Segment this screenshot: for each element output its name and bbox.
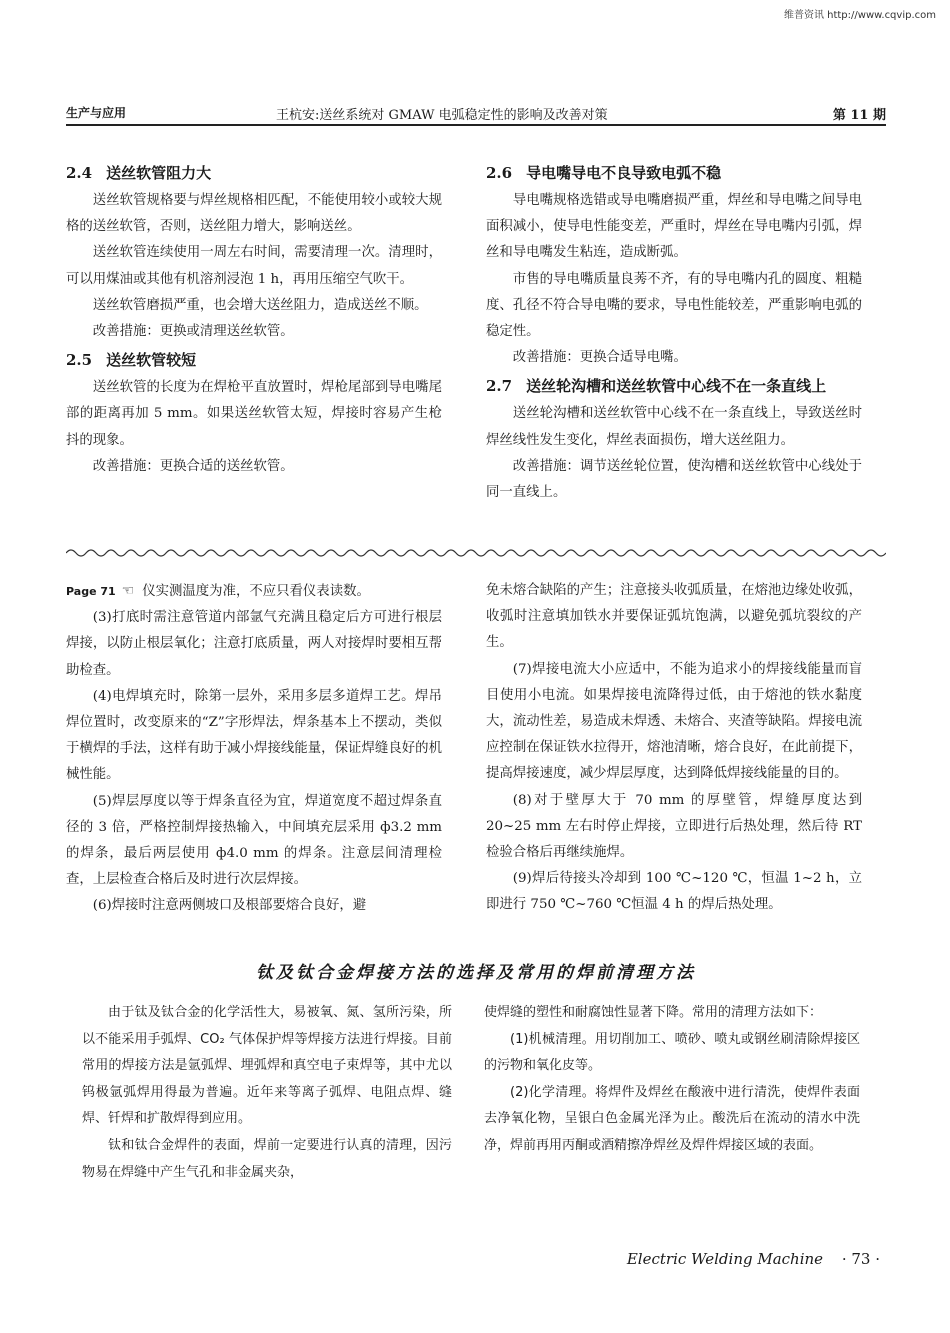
paragraph: 改善措施：更换合适导电嘴。: [512, 350, 687, 366]
page-footer: [627, 1250, 880, 1268]
section-heading-2-7: [486, 371, 862, 401]
paragraph-text: 仪实测温度为准，不应只看仪表读数。: [142, 584, 370, 599]
paragraph: 送丝软管的长度为在焊枪平直放置时，焊枪尾部到导电嘴尾部的距离再加 5 mm。如果送丝软管太短，焊接时容易产生枪抖的现象。: [66, 380, 442, 448]
running-header: [66, 102, 886, 126]
paragraph: 送丝轮沟槽和送丝软管中心线不在一条直线上，导致送丝时焊丝线性发生变化，焊丝表面损伤，增大送丝阻力。: [486, 406, 862, 448]
page-number: · 73 ·: [841, 1250, 880, 1268]
pointing-hand-icon: ☜: [121, 583, 135, 599]
section-heading-2-5: [66, 345, 442, 375]
header-title: 王杭安:送丝系统对 GMAW 电弧稳定性的影响及改善对策: [276, 108, 608, 123]
paragraph: 市售的导电嘴质量良莠不齐，有的导电嘴内孔的圆度、粗糙度、孔径不符合导电嘴的要求，导电性能较差，严重影响电弧的稳定性。: [486, 271, 862, 340]
header-issue: 第 11 期: [832, 108, 886, 123]
heading-number: 2.6: [486, 164, 513, 182]
paragraph: (5)焊层厚度以等于焊条直径为宜，焊道宽度不超过焊条直径的 3 倍，严格控制焊接热输入，中间填充层采用 ф3.2 mm 的焊条，最后两层使用 ф4.0 mm 的焊条。注意层间清理检查，上层检查合格后及时进行次层焊接。: [66, 793, 442, 888]
column-top-left: [66, 158, 442, 480]
continued-paragraph: [66, 578, 442, 605]
paragraph: 改善措施：更换合适的送丝软管。: [92, 458, 294, 474]
heading-number: 2.4: [66, 164, 93, 182]
section-heading-2-4: [66, 158, 442, 188]
paragraph: (2)化学清理。将焊件及焊丝在酸液中进行清洗，使焊件表面去净氧化物，呈银白色金属光泽为止。酸洗后在流动的清水中洗净，焊前再用丙酮或酒精擦净焊丝及焊件焊接区域的表面。: [484, 1084, 860, 1153]
paragraph: (9)焊后待接头冷却到 100 ℃~120 ℃，恒温 1~2 h，立即进行 750 ℃~760 ℃恒温 4 h 的焊后热处理。: [486, 871, 862, 913]
paragraph: (8)对于壁厚大于 70 mm 的厚壁管，焊缝厚度达到 20~25 mm 左右时停止焊接，立即进行后热处理，然后待 RT 检验合格后再继续施焊。: [486, 792, 862, 861]
column-middle-left: [66, 578, 442, 920]
paragraph: 免未熔合缺陷的产生；注意接头收弧质量，在熔池边缘处收弧，收弧时注意填加铁水并要保证弧坑饱满，以避免弧坑裂纹的产生。: [486, 583, 862, 651]
paragraph: 改善措施：调节送丝轮位置，使沟槽和送丝软管中心线处于同一直线上。: [486, 458, 862, 501]
paragraph: 送丝软管磨损严重，也会增大送丝阻力，造成送丝不顺。: [92, 297, 428, 313]
paragraph: (3)打底时需注意管道内部氩气充满且稳定后方可进行根层焊接，以防止根层氧化；注意打底质量，两人对接焊时要相互帮助检查。: [66, 610, 442, 678]
article-title: 钛及钛合金焊接方法的选择及常用的焊前清理方法: [256, 963, 696, 983]
header-section: 生产与应用: [66, 106, 127, 120]
paragraph: (6)焊接时注意两侧坡口及根部要熔合良好，避: [92, 898, 367, 914]
paragraph: 导电嘴规格选错或导电嘴磨损严重，焊丝和导电嘴之间导电面积减小，使导电性能变差，严重时，焊丝在导电嘴内引弧，焊丝和导电嘴发生粘连，造成断弧。: [486, 193, 862, 261]
column-bottom-left: [82, 1000, 452, 1186]
watermark: 维普资讯 http://www.cqvip.com: [783, 10, 936, 21]
column-bottom-right: [484, 1000, 860, 1160]
heading-text: 送丝软管较短: [106, 351, 197, 370]
paragraph: (1)机械清理。用切削加工、喷砂、喷丸或钢丝刷清除焊接区的污物和氧化皮等。: [484, 1031, 860, 1074]
paragraph: 钛和钛合金焊件的表面，焊前一定要进行认真的清理，因污物易在焊缝中产生气孔和非金属夹杂，: [82, 1137, 452, 1180]
heading-text: 导电嘴导电不良导致电弧不稳: [526, 164, 722, 182]
magazine-name: Electric Welding Machine: [626, 1250, 824, 1268]
column-top-right: [486, 158, 862, 506]
paragraph: (4)电焊填充时，除第一层外，采用多层多道焊工艺。焊吊焊位置时，改变原来的“Z”字形焊法，焊条基本上不摆动，类似于横焊的手法，这样有助于减小焊接线能量，保证焊缝良好的机械性能。: [66, 688, 442, 783]
heading-number: 2.5: [66, 351, 93, 370]
heading-text: 送丝软管阻力大: [106, 164, 212, 182]
paragraph: 改善措施：更换或清理送丝软管。: [92, 324, 294, 340]
heading-text: 送丝轮沟槽和送丝软管中心线不在一条直线上: [526, 377, 827, 396]
wavy-divider: [66, 546, 886, 560]
paragraph: 使焊缝的塑性和耐腐蚀性显著下降。常用的清理方法如下：: [484, 1005, 823, 1020]
paragraph: 由于钛及钛合金的化学活性大，易被氧、氮、氢所污染，所以不能采用手弧焊、CO₂ 气体保护焊等焊接方法进行焊接。目前常用的焊接方法是氩弧焊、埋弧焊和真空电子束焊等，其中尤以钨极氩弧焊用得最为普遍。近年来等离子弧焊、电阻点焊、缝焊、钎焊和扩散焊得到应用。: [82, 1005, 452, 1127]
paragraph: 送丝软管规格要与焊丝规格相匹配，不能使用较小或较大规格的送丝软管，否则，送丝阻力增大，影响送丝。: [66, 193, 442, 235]
paragraph: 送丝软管连续使用一周左右时间，需要清理一次。清理时，可以用煤油或其他有机溶剂浸泡 1 h，再用压缩空气吹干。: [66, 245, 442, 287]
heading-number: 2.7: [486, 377, 513, 396]
column-middle-right: [486, 578, 862, 919]
paragraph: (7)焊接电流大小应适中，不能为追求小的焊接线能量而盲目使用小电流。如果焊接电流降得过低，由于熔池的铁水黏度大，流动性差，易造成未焊透、未熔合、夹渣等缺陷。焊接电流应控制在保证铁水拉得开，熔池清晰，熔合良好，在此前提下，提高焊接速度，减少焊层厚度，达到降低焊接线能量的目的。: [486, 661, 862, 782]
section-heading-2-6: [486, 158, 862, 188]
page-reference: Page 71: [66, 585, 116, 598]
